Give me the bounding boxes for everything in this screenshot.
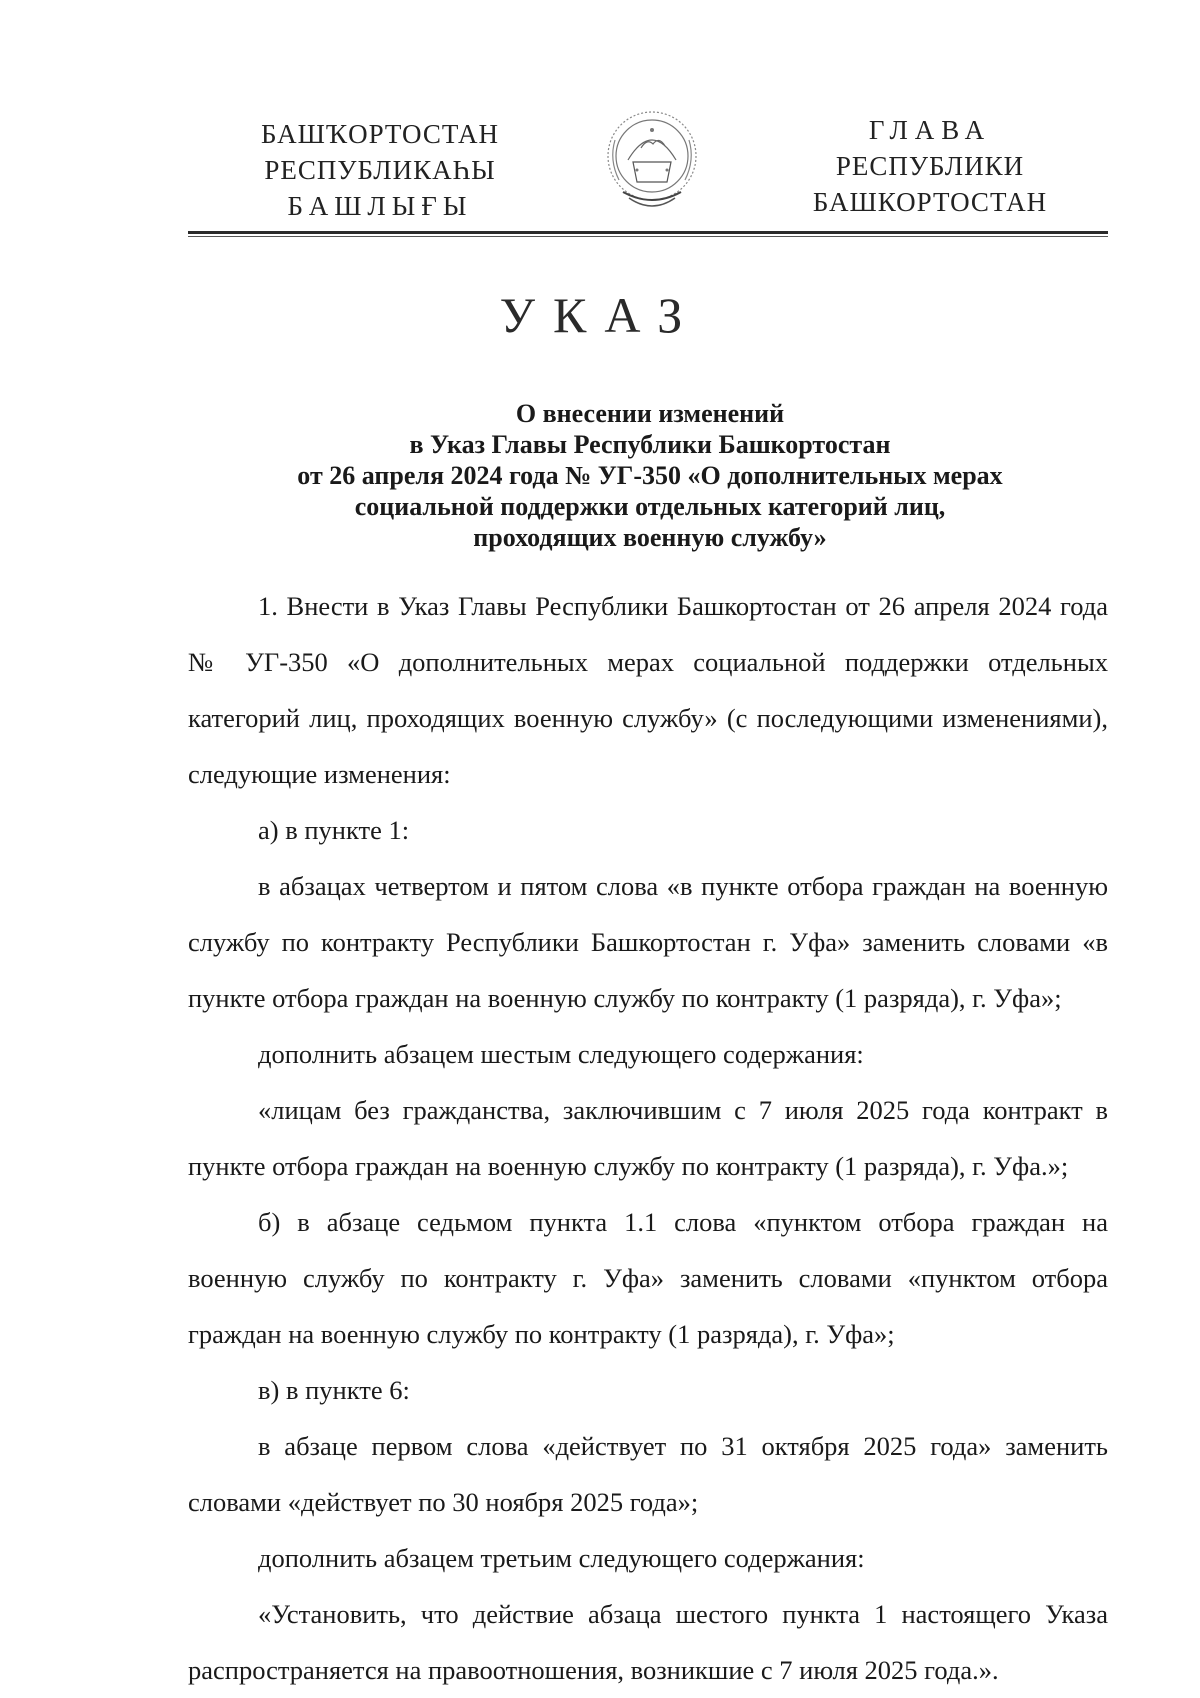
letterhead-bashkir-line-1: БАШҠОРТОСТАН xyxy=(260,119,500,149)
paragraph: «лицам без гражданства, заключившим с 7 июля 2025 года контракт в пункте отбора граждан на военную службу по контракту (1 разряда), г. Уфа.»; xyxy=(188,1095,1108,1181)
paragraph-subitem-b: б) в абзаце седьмом пункта 1.1 слова «пунктом отбора граждан на военную службу по контракту г. Уфа» заменить словами «пунктом отбора граждан на военную службу по контракту (1 разряда), г. Уфа»; xyxy=(188,1207,1108,1349)
paragraph-item-1: 1. Внести в Указ Главы Республики Башкортостан от 26 апреля 2024 года № УГ-350 «О дополнительных мерах социальной поддержки отдельных категорий лиц, проходящих военную службу» (с последующими изменениями), следующие изменения: xyxy=(188,591,1108,789)
letterhead-russian-line-1: ГЛАВА xyxy=(868,115,992,145)
letterhead-bashkir xyxy=(215,116,545,224)
subject-line: О внесении изменений xyxy=(515,399,785,428)
letterhead-rule-thin xyxy=(188,236,1108,237)
letterhead-russian-line-3: БАШКОРТОСТАН xyxy=(812,187,1048,217)
letterhead-rule-thick xyxy=(188,231,1108,234)
letterhead-russian-line-2: РЕСПУБЛИКИ xyxy=(835,151,1025,181)
paragraph: дополнить абзацем шестым следующего содержания: xyxy=(258,1039,864,1069)
subject-line: проходящих военную службу» xyxy=(473,523,827,552)
letterhead-bashkir-line-3: БАШЛЫҒЫ xyxy=(287,191,473,221)
paragraph-subitem-a: а) в пункте 1: xyxy=(258,815,410,845)
document-type-title: УКАЗ xyxy=(499,287,701,343)
paragraph-subitem-v: в) в пункте 6: xyxy=(258,1375,410,1405)
coat-of-arms-icon xyxy=(593,100,711,222)
paragraph: «Установить, что действие абзаца шестого пункта 1 настоящего Указа распространяется на правоотношения, возникшие с 7 июля 2025 года.». xyxy=(188,1599,1108,1685)
paragraph: дополнить абзацем третьим следующего содержания: xyxy=(258,1543,865,1573)
paragraph: в абзаце первом слова «действует по 31 октября 2025 года» заменить словами «действует по 30 ноября 2025 года»; xyxy=(188,1431,1108,1517)
decree-subject xyxy=(200,398,1100,553)
subject-line: в Указ Главы Республики Башкортостан xyxy=(409,430,891,459)
decree-body xyxy=(188,578,1108,1698)
paragraph: в абзацах четвертом и пятом слова «в пункте отбора граждан на военную службу по контракту Республики Башкортостан г. Уфа» заменить словами «в пункте отбора граждан на военную службу по контракту (1 разряда), г. Уфа»; xyxy=(188,871,1108,1013)
letterhead-russian xyxy=(770,112,1090,220)
letterhead-bashkir-line-2: РЕСПУБЛИКАҺЫ xyxy=(264,155,496,185)
subject-line: от 26 апреля 2024 года № УГ-350 «О дополнительных мерах xyxy=(297,461,1003,490)
subject-line: социальной поддержки отдельных категорий лиц, xyxy=(354,492,946,521)
